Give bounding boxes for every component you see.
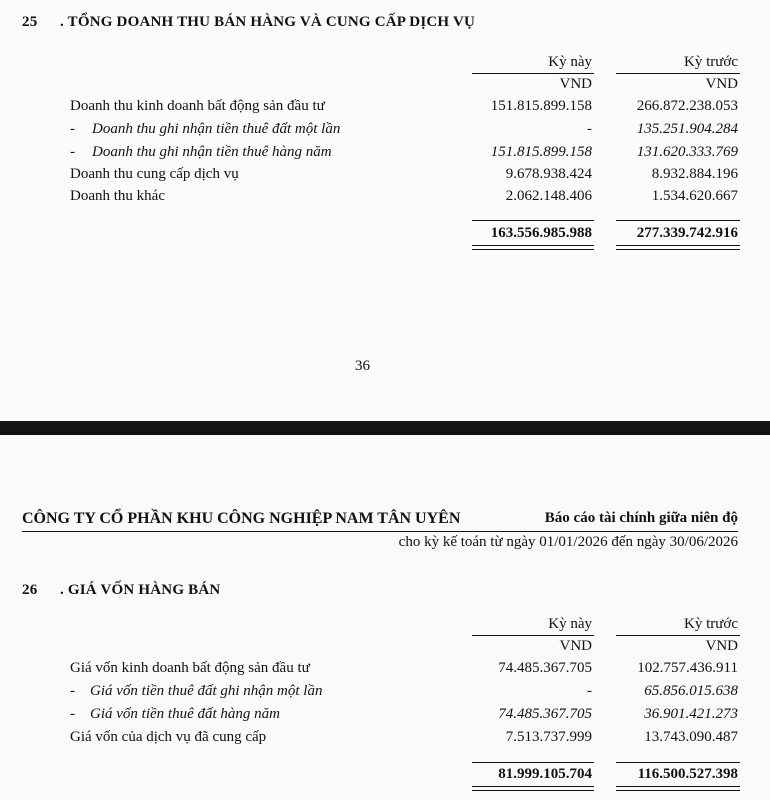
s26-unit-prior: VND: [705, 638, 738, 654]
page-break-band: [0, 421, 770, 435]
s26-row-current: 7.513.737.999: [505, 729, 592, 745]
s25-row-label: Doanh thu kinh doanh bất động sản đầu tư: [70, 98, 325, 114]
page-number: 36: [355, 358, 370, 374]
s25-total-current-rule: [472, 220, 594, 221]
s25-unit-current: VND: [559, 76, 592, 92]
s26-row-bullet: -: [70, 683, 75, 699]
s25-col-prior-header: Kỳ trước: [684, 54, 738, 70]
s25-row-prior: 131.620.333.769: [636, 144, 738, 160]
s25-row-prior: 1.534.620.667: [651, 188, 738, 204]
s26-row-current: -: [587, 683, 592, 699]
report-title: Báo cáo tài chính giữa niên độ: [544, 510, 738, 526]
section-26-number: 26: [22, 582, 38, 598]
section-25-number: 25: [22, 14, 38, 30]
company-name: CÔNG TY CỔ PHẦN KHU CÔNG NGHIỆP NAM TÂN UYÊN: [22, 510, 461, 527]
s26-row-prior: 36.901.421.273: [644, 706, 738, 722]
s26-row-current: 74.485.367.705: [498, 660, 592, 676]
s26-total-current: 81.999.105.704: [498, 766, 592, 782]
s26-unit-current: VND: [559, 638, 592, 654]
s26-col-current-header: Kỳ này: [548, 616, 592, 632]
s25-row-bullet: -: [70, 144, 75, 160]
s25-row-label: Doanh thu khác: [70, 188, 165, 204]
section-26-title: [22, 582, 220, 599]
s25-total-prior-double-rule: [616, 245, 740, 250]
s26-row-prior: 102.757.436.911: [637, 660, 738, 676]
s26-row-label: Giá vốn của dịch vụ đã cung cấp: [70, 729, 267, 745]
s26-col-prior-rule: [616, 635, 740, 636]
s26-row-bullet: -: [70, 706, 75, 722]
s25-col-current-header: Kỳ này: [548, 54, 592, 70]
s26-row-label: Giá vốn tiền thuê đất ghi nhận một lần: [90, 683, 323, 699]
s25-row-current: 151.815.899.158: [490, 98, 592, 114]
s26-total-current-rule: [472, 762, 594, 763]
s26-row-label: Giá vốn tiền thuê đất hàng năm: [90, 706, 280, 722]
s25-unit-prior: VND: [705, 76, 738, 92]
s25-row-bullet: -: [70, 121, 75, 137]
s26-row-label: Giá vốn kinh doanh bất động sản đầu tư: [70, 660, 310, 676]
s26-total-prior: 116.500.527.398: [637, 766, 738, 782]
s25-row-prior: 266.872.238.053: [636, 98, 738, 114]
s26-row-current: 74.485.367.705: [498, 706, 592, 722]
s25-row-prior: 135.251.904.284: [636, 121, 738, 137]
s25-total-prior-rule: [616, 220, 740, 221]
s26-col-prior-header: Kỳ trước: [684, 616, 738, 632]
s25-total-current: 163.556.985.988: [490, 225, 592, 241]
section-25-title: [22, 14, 475, 31]
s25-col-prior-rule: [616, 73, 740, 74]
s26-total-prior-rule: [616, 762, 740, 763]
s26-total-current-double-rule: [472, 786, 594, 791]
s25-total-current-double-rule: [472, 245, 594, 250]
s25-total-prior: 277.339.742.916: [636, 225, 738, 241]
section-26-heading: . GIÁ VỐN HÀNG BÁN: [60, 582, 221, 598]
s25-row-current: 2.062.148.406: [505, 188, 592, 204]
section-25-heading: . TỔNG DOANH THU BÁN HÀNG VÀ CUNG CẤP DỊCH VỤ: [60, 14, 476, 30]
s25-col-current-rule: [472, 73, 594, 74]
s26-row-prior: 13.743.090.487: [644, 729, 738, 745]
s26-row-prior: 65.856.015.638: [644, 683, 738, 699]
s25-row-current: -: [587, 121, 592, 137]
s25-row-current: 151.815.899.158: [490, 144, 592, 160]
s26-total-prior-double-rule: [616, 786, 740, 791]
s25-row-current: 9.678.938.424: [505, 166, 592, 182]
s26-col-current-rule: [472, 635, 594, 636]
report-period: cho kỳ kế toán từ ngày 01/01/2026 đến ngày 30/06/2026: [398, 534, 738, 550]
s25-row-label: Doanh thu ghi nhận tiền thuê đất một lần: [92, 121, 341, 137]
s25-row-label: Doanh thu cung cấp dịch vụ: [70, 166, 239, 182]
s25-row-label: Doanh thu ghi nhận tiền thuê hàng năm: [92, 144, 332, 160]
s25-row-prior: 8.932.884.196: [651, 166, 738, 182]
header-rule: [22, 531, 738, 532]
